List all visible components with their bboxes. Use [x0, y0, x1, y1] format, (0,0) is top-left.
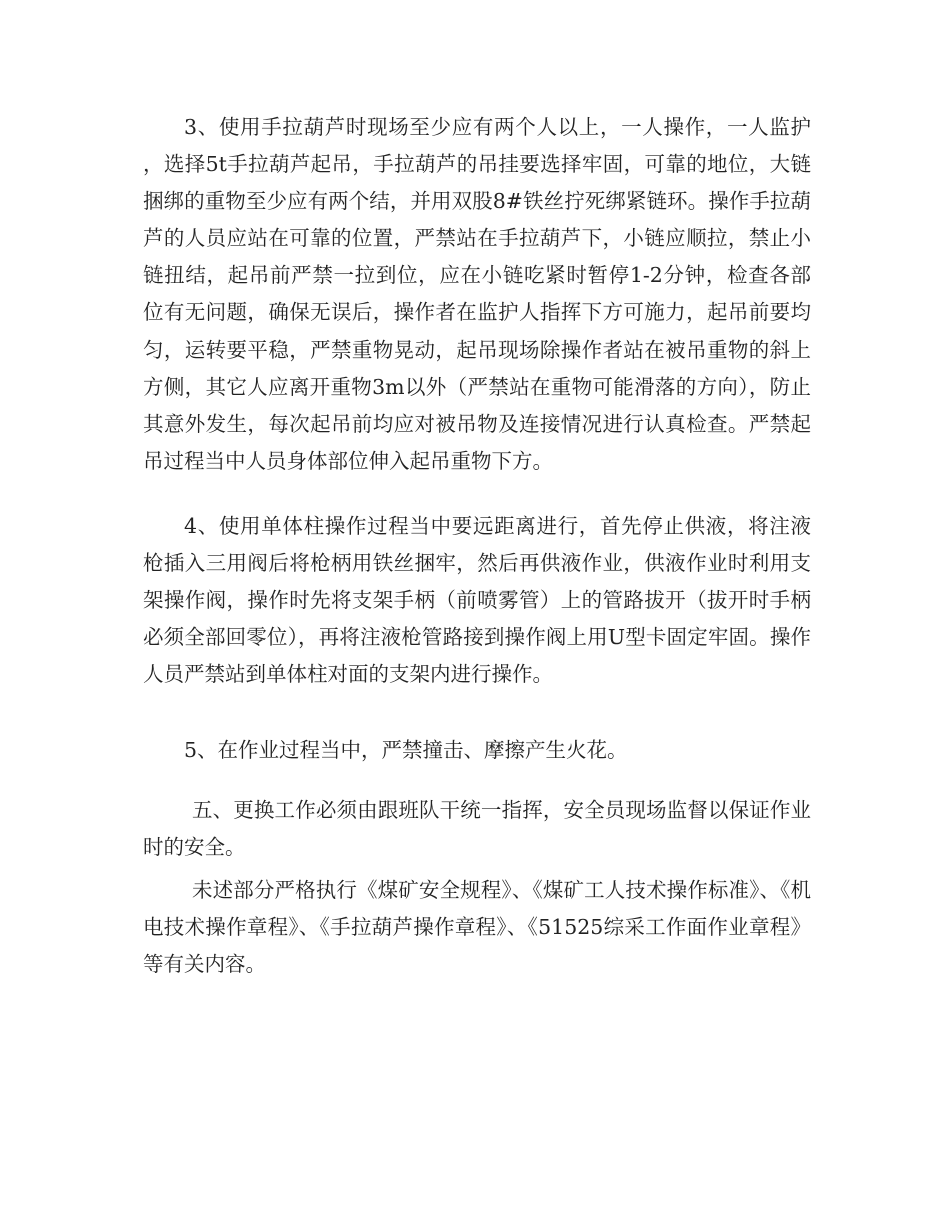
- paragraph-item-4-single-prop: 4、使用单体柱操作过程当中要远距离进行，首先停止供液，将注液枪插入三用阀后将枪柄用铁丝捆牢，然后再供液作业，供液作业时利用支架操作阀，操作时先将支架手柄（前喷雾管）上的管路拔开（拔开时手柄必须全部回零位），再将注液枪管路接到操作阀上用U型卡固定牢固。操作人员严禁站到单体柱对面的支架内进行操作。: [143, 514, 811, 687]
- paragraph-item-5-no-sparks: 5、在作业过程当中，严禁撞击、摩擦产生火花。: [184, 738, 628, 762]
- paragraph-item-3-chain-hoist: 3、使用手拉葫芦时现场至少应有两个人以上，一人操作，一人监护，选择5t手拉葫芦起吊，手拉葫芦的吊挂要选择牢固，可靠的地位，大链捆绑的重物至少应有两个结，并用双股8#铁丝拧死绑紧链环。操作手拉葫芦的人员应站在可靠的位置，严禁站在手拉葫芦下，小链应顺拉，禁止小链扭结，起吊前严禁一拉到位，应在小链吃紧时暂停1-2分钟，检查各部位有无问题，确保无误后，操作者在监护人指挥下方可施力，起吊前要均匀，运转要平稳，严禁重物晃动，起吊现场除操作者站在被吊重物的斜上方侧，其它人应离开重物3m以外（严禁站在重物可能滑落的方向），防止其意外发生，每次起吊前均应对被吊物及连接情况进行认真检查。严禁起吊过程当中人员身体部位伸入起吊重物下方。: [143, 115, 811, 473]
- paragraph-regulations-note: 未述部分严格执行《煤矿安全规程》、《煤矿工人技术操作标准》、《机电技术操作章程》、《手拉葫芦操作章程》、《51525综采工作面作业章程》等有关内容。: [143, 878, 811, 977]
- paragraph-section-5-command: 五、更换工作必须由跟班队干统一指挥，安全员现场监督以保证作业时的安全。: [143, 798, 811, 860]
